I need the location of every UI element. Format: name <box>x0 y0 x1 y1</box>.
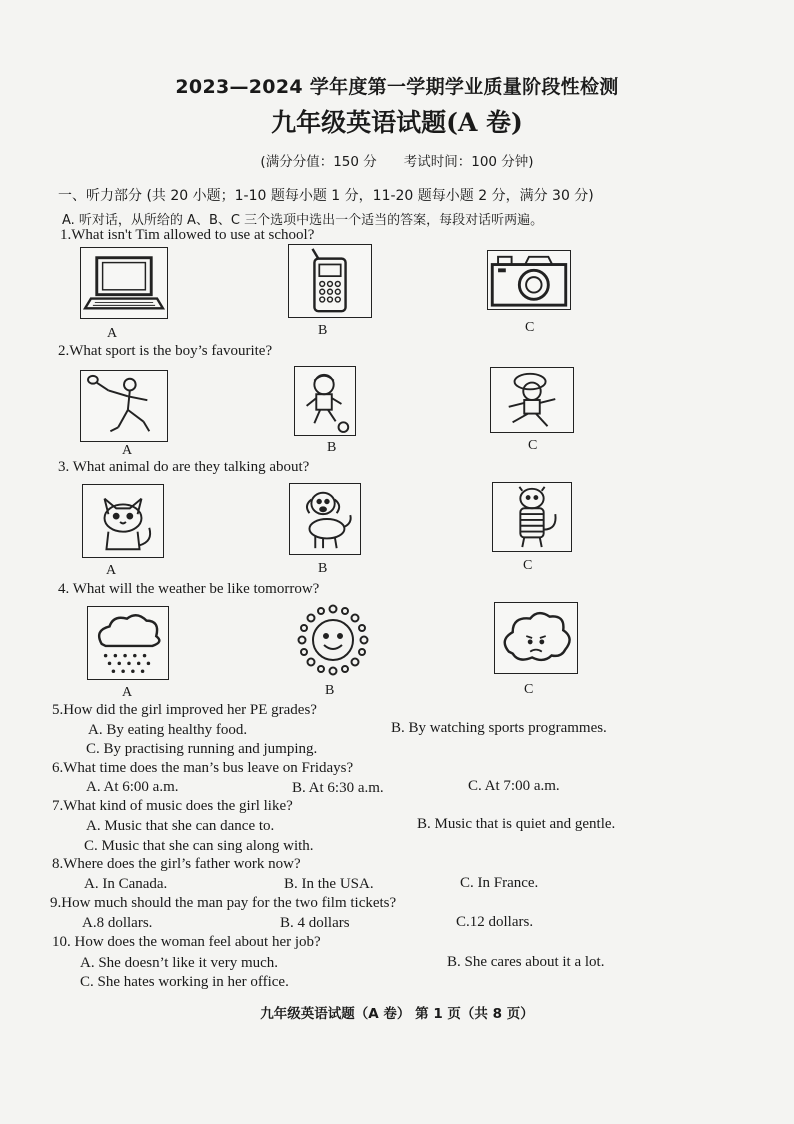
option-6a: A. At 6:00 a.m. <box>86 779 179 795</box>
soccer-boy-icon <box>294 366 356 436</box>
option-label-3a: A <box>106 563 117 578</box>
option-5b: B. By watching sports programmes. <box>391 720 607 736</box>
section-instruction: A. 听对话，从所给的 A、B、C 三个选项中选出一个适当的答案，每段对话听两遍。 <box>62 213 544 228</box>
option-label-1c: C <box>525 320 535 335</box>
option-label-4c: C <box>524 682 534 697</box>
question-3: 3. What animal do are they talking about? <box>58 459 310 475</box>
section-heading: 一、听力部分 (共 20 小题；1-10 题每小题 1 分，11-20 题每小题 2 分，满分 30 分) <box>58 188 594 204</box>
running-boy-icon <box>490 367 574 433</box>
option-8b: B. In the USA. <box>284 876 374 892</box>
rain-cloud-icon <box>87 606 169 680</box>
question-7: 7.What kind of music does the girl like? <box>52 798 293 814</box>
option-label-2b: B <box>327 440 337 455</box>
option-7b: B. Music that is quiet and gentle. <box>417 816 616 832</box>
cat-icon <box>82 484 164 558</box>
question-1: 1.What isn't Tim allowed to use at school? <box>60 227 315 243</box>
tiger-icon <box>492 482 572 552</box>
exam-title: 九年级英语试题(A 卷) <box>271 108 523 137</box>
option-label-1b: B <box>318 323 328 338</box>
badminton-player-icon <box>80 370 168 442</box>
option-6b: B. At 6:30 a.m. <box>292 780 384 796</box>
camera-icon <box>487 250 571 310</box>
question-2: 2.What sport is the boy’s favourite? <box>58 343 273 359</box>
sun-icon <box>296 603 370 677</box>
question-4: 4. What will the weather be like tomorrow? <box>58 581 320 597</box>
option-label-4b: B <box>325 683 335 698</box>
option-label-2c: C <box>528 438 538 453</box>
option-7a: A. Music that she can dance to. <box>86 818 275 834</box>
question-6: 6.What time does the man’s bus leave on Fridays? <box>52 760 354 776</box>
option-label-4a: A <box>122 685 133 700</box>
option-9b: B. 4 dollars <box>280 915 350 931</box>
option-label-3b: B <box>318 561 328 576</box>
cloud-icon <box>494 602 578 674</box>
laptop-icon <box>80 247 168 319</box>
question-8: 8.Where does the girl’s father work now? <box>52 856 301 872</box>
page-footer: 九年级英语试题（A 卷） 第 1 页（共 8 页） <box>260 1006 534 1022</box>
option-10c: C. She hates working in her office. <box>80 974 289 990</box>
option-7c: C. Music that she can sing along with. <box>84 838 314 854</box>
option-6c: C. At 7:00 a.m. <box>468 778 560 794</box>
question-5: 5.How did the girl improved her PE grades? <box>52 702 317 718</box>
option-10a: A. She doesn’t like it very much. <box>80 955 279 971</box>
mobile-phone-icon <box>288 244 372 318</box>
option-8a: A. In Canada. <box>84 876 168 892</box>
exam-title-year: 2023—2024 学年度第一学期学业质量阶段性检测 <box>175 76 619 98</box>
option-5c: C. By practising running and jumping. <box>86 741 318 757</box>
option-label-2a: A <box>122 443 133 458</box>
option-5a: A. By eating healthy food. <box>88 722 248 738</box>
option-9a: A.8 dollars. <box>82 915 153 931</box>
option-10b: B. She cares about it a lot. <box>447 954 605 970</box>
option-9c: C.12 dollars. <box>456 914 534 930</box>
question-9: 9.How much should the man pay for the two film tickets? <box>50 895 397 911</box>
option-8c: C. In France. <box>460 875 539 891</box>
exam-meta: (满分分值：150 分 考试时间：100 分钟) <box>260 154 534 170</box>
question-10: 10. How does the woman feel about her job? <box>52 934 321 950</box>
option-label-1a: A <box>107 326 118 341</box>
dog-icon <box>289 483 361 555</box>
option-label-3c: C <box>523 558 533 573</box>
